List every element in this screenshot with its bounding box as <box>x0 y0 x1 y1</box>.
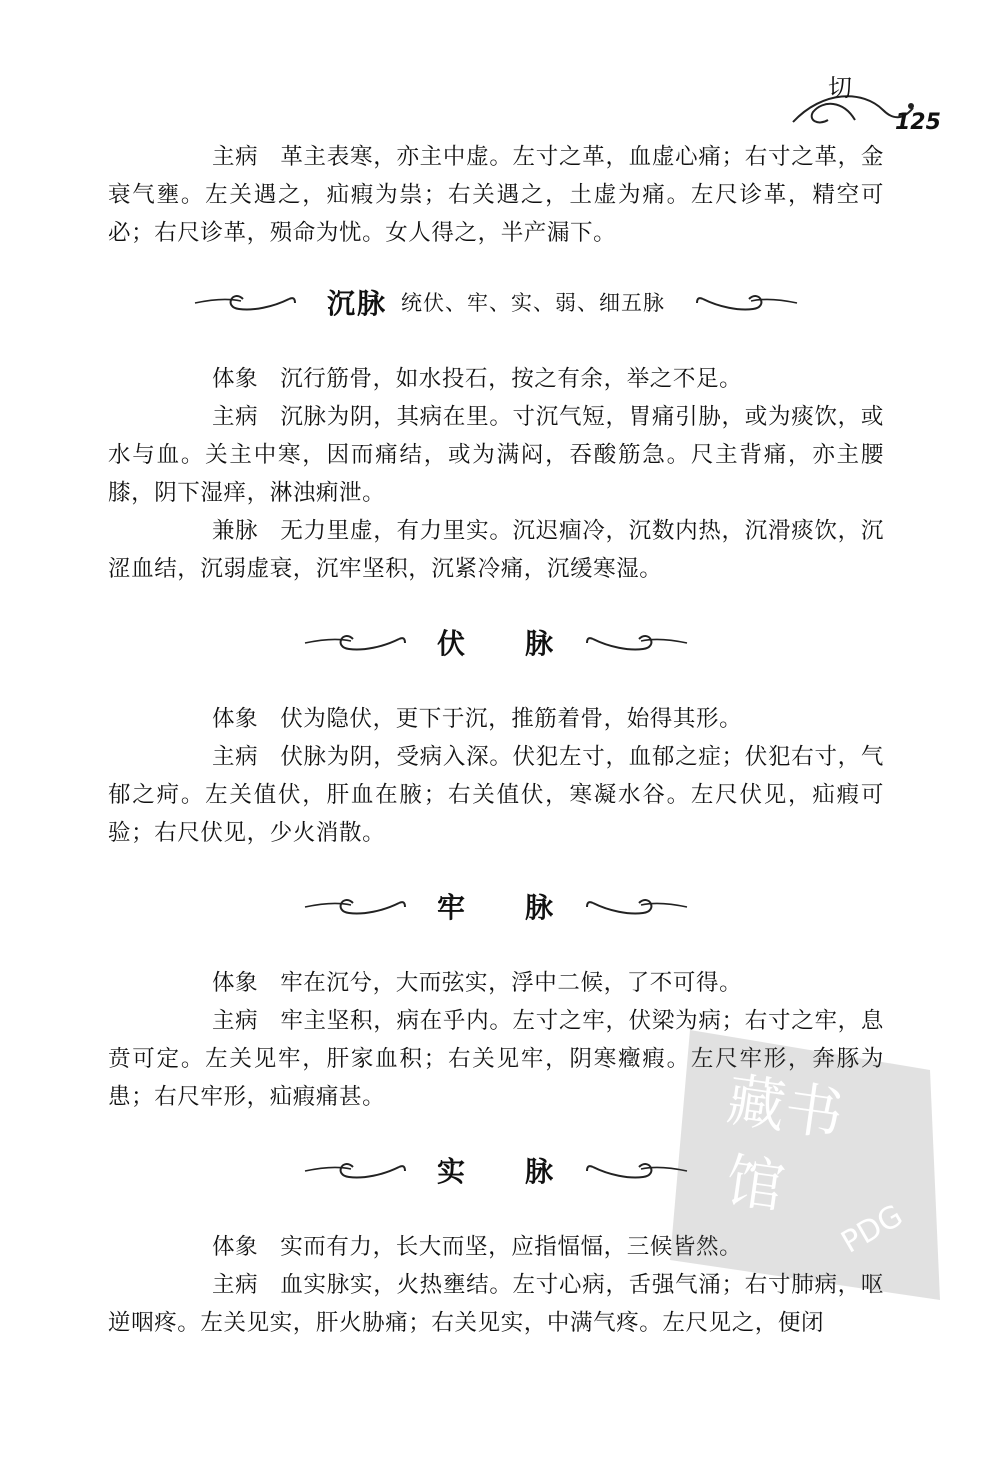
paragraph-text: 革主表寒，亦主中虚。左寸之革，血虚心痛；右寸之革，金衰气壅。左关遇之，疝瘕为祟；右关遇之，土虚为痛。左尺诊革，精空可必；右尺诊革，殒命为忧。女人得之，半产漏下。 <box>108 144 884 246</box>
paragraph-label: 主病 <box>212 1272 259 1298</box>
title-char: 脉 <box>525 627 556 660</box>
title-char: 牢 <box>436 891 467 924</box>
svg-text:馆: 馆 <box>721 1146 789 1222</box>
section-heading-laomai <box>108 874 884 938</box>
section-title <box>437 622 555 662</box>
paragraph <box>108 138 884 252</box>
paragraph-text: 牢主坚积，病在乎内。左寸之牢，伏梁为病；右寸之牢，息贲可定。左关见牢，肝家血积；右关见牢，阴寒癥瘕。左尺牢形，奔豚为患；右尺牢形，疝瘕痛甚。 <box>108 1008 884 1110</box>
right-flourish-icon <box>679 287 799 317</box>
paragraph <box>108 1002 884 1116</box>
paragraph-text: 伏为隐伏，更下于沉，推筋着骨，始得其形。 <box>280 706 743 732</box>
right-flourish-icon <box>569 1155 689 1185</box>
paragraph <box>108 1228 884 1266</box>
section-heading-chenmai <box>108 270 884 334</box>
paragraph <box>108 964 884 1002</box>
title-char: 实 <box>436 1155 467 1188</box>
paragraph <box>108 360 884 398</box>
paragraph-text: 伏脉为阴，受病入深。伏犯左寸，血郁之症；伏犯右寸，气郁之疴。左关值伏，肝血在腋；右关值伏，寒凝水谷。左尺伏见，疝瘕可验；右尺伏见，少火消散。 <box>108 744 884 846</box>
paragraph-text: 牢在沉兮，大而弦实，浮中二候，了不可得。 <box>280 970 743 996</box>
left-flourish-icon <box>303 627 423 657</box>
paragraph-label: 主病 <box>212 404 259 430</box>
paragraph <box>108 398 884 512</box>
paragraph-text: 血实脉实，火热壅结。左寸心病，舌强气涌；右寸肺病，呕逆咽疼。左关见实，肝火胁痛；右关见实，中满气疼。左尺见之，便闭 <box>108 1272 884 1336</box>
svg-text:藏书: 藏书 <box>723 1065 848 1150</box>
paragraph-label: 体象 <box>212 1234 259 1260</box>
title-char: 脉 <box>525 1155 556 1188</box>
paragraph-label: 体象 <box>212 366 259 392</box>
page-number: 125 <box>895 110 941 135</box>
title-char: 伏 <box>436 627 467 660</box>
paragraph-text: 无力里虚，有力里实。沉迟痼冷，沉数内热，沉滑痰饮，沉涩血结，沉弱虚衰，沉牢坚积，沉紧冷痛，沉缓寒湿。 <box>108 518 884 582</box>
paragraph-text: 实而有力，长大而坚，应指愊愊，三候皆然。 <box>280 1234 743 1260</box>
title-char: 脉 <box>525 891 556 924</box>
section-heading-fumai <box>108 610 884 674</box>
section-title <box>437 886 555 926</box>
paragraph <box>108 738 884 852</box>
right-flourish-icon <box>569 627 689 657</box>
page-header <box>783 60 943 140</box>
paragraph <box>108 700 884 738</box>
section-subtitle: 统伏、牢、实、弱、细五脉 <box>401 291 665 315</box>
section-title <box>437 1150 555 1190</box>
right-flourish-icon <box>569 891 689 921</box>
left-flourish-icon <box>193 287 313 317</box>
paragraph-text: 沉脉为阴，其病在里。寸沉气短，胃痛引胁，或为痰饮，或水与血。关主中寒，因而痛结，或为满闷，吞酸筋急。尺主背痛，亦主腰膝，阴下湿痒，淋浊痢泄。 <box>108 404 884 506</box>
section-name: 切 <box>828 74 854 102</box>
section-title: 沉脉 <box>326 287 387 320</box>
section-heading-shimai <box>108 1138 884 1202</box>
paragraph <box>108 1266 884 1342</box>
paragraph-label: 主病 <box>212 1008 259 1034</box>
paragraph <box>108 512 884 588</box>
paragraph-label: 体象 <box>212 970 259 996</box>
paragraph-text: 沉行筋骨，如水投石，按之有余，举之不足。 <box>280 366 743 392</box>
svg-text:PDG: PDG <box>835 1198 909 1261</box>
paragraph-label: 主病 <box>212 144 259 170</box>
paragraph-label: 兼脉 <box>212 518 259 544</box>
paragraph-label: 体象 <box>212 706 259 732</box>
paragraph-label: 主病 <box>212 744 259 770</box>
left-flourish-icon <box>303 891 423 921</box>
left-flourish-icon <box>303 1155 423 1185</box>
page-body <box>108 138 884 1342</box>
